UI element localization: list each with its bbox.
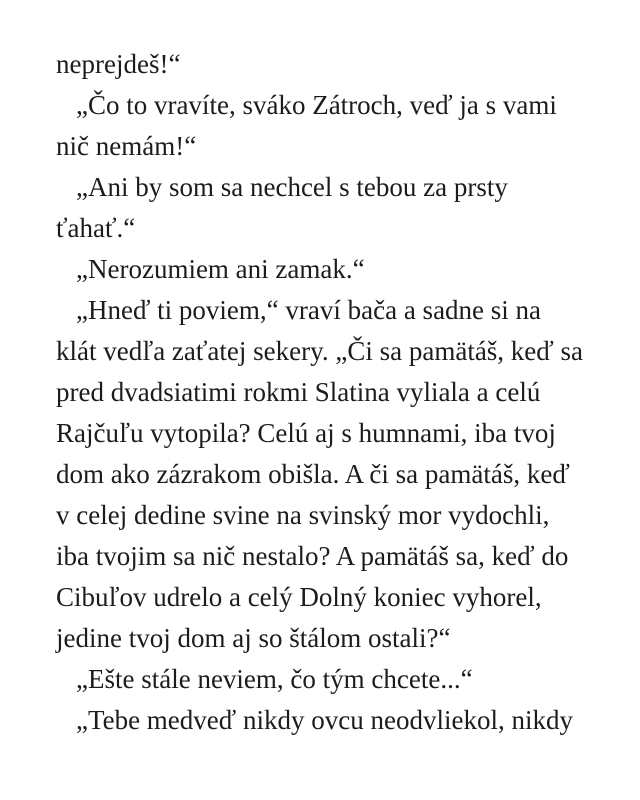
text-line: nič nemám!“ — [56, 131, 197, 161]
text-line: dom ako zázrakom obišla. A či sa pamätáš, keď — [56, 459, 570, 489]
text-line: „Tebe medveď nikdy ovcu neodvliekol, nikdy — [76, 705, 573, 735]
text-line: klát vedľa zaťatej sekery. „Či sa pamätáš, keď sa — [56, 336, 583, 366]
body-text — [56, 44, 596, 741]
text-line: „Nerozumiem ani zamak.“ — [76, 254, 365, 284]
text-line: Rajčuľu vytopila? Celú aj s humnami, iba tvoj — [56, 418, 556, 448]
text-line: „Hneď ti poviem,“ vraví bača a sadne si na — [76, 295, 542, 325]
text-line: iba tvojim sa nič nestalo? A pamätáš sa, keď do — [56, 541, 569, 571]
text-line: v celej dedine svine na svinský mor vydochli, — [56, 500, 550, 530]
text-line: Cibuľov udrelo a celý Dolný koniec vyhorel, — [56, 582, 542, 612]
text-line: neprejdeš!“ — [56, 49, 181, 79]
text-line: jedine tvoj dom aj so štálom ostali?“ — [56, 623, 451, 653]
text-line: „Ani by som sa nechcel s tebou za prsty — [76, 172, 508, 202]
text-line: „Čo to vravíte, sváko Zátroch, veď ja s vami — [76, 90, 557, 120]
text-line: pred dvadsiatimi rokmi Slatina vyliala a celú — [56, 377, 541, 407]
text-line: „Ešte stále neviem, čo tým chcete...“ — [76, 664, 473, 694]
text-line: ťahať.“ — [56, 213, 136, 243]
